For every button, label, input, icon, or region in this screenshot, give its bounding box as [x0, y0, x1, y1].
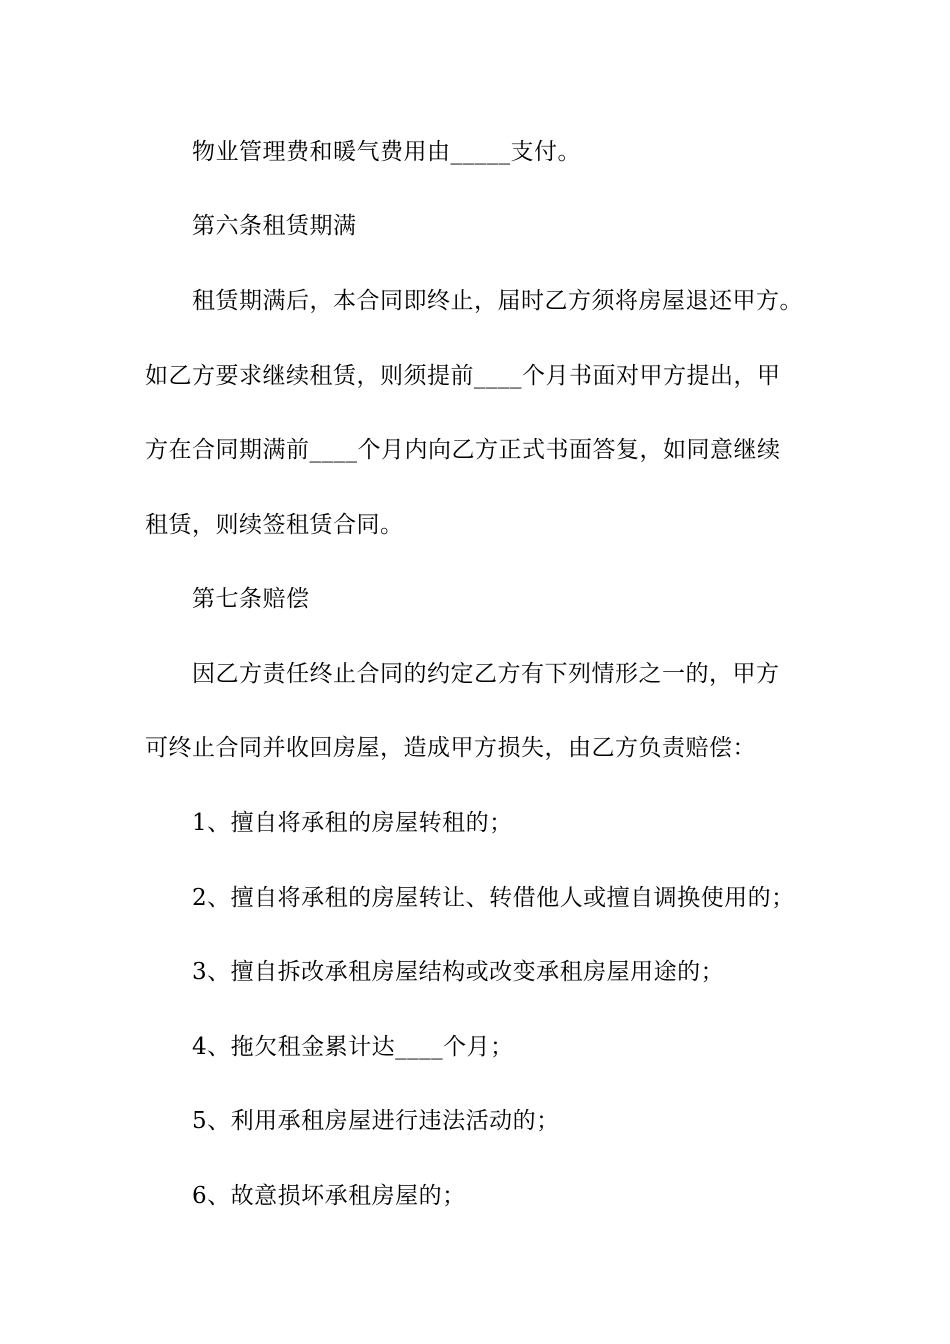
paragraph-line: 可终止合同并收回房屋，造成甲方损失，由乙方负责赔偿： — [145, 735, 756, 761]
list-item: 5、利用承租房屋进行违法活动的； — [192, 1108, 560, 1134]
list-item: 1、擅自将承租的房屋转租的； — [192, 810, 513, 836]
paragraph-line: 方在合同期满前____个月内向乙方正式书面答复，如同意继续 — [145, 437, 781, 463]
list-item: 2、擅自将承租的房屋转让、转借他人或擅自调换使用的； — [192, 885, 795, 911]
paragraph-line: 因乙方责任终止合同的约定乙方有下列情形之一的，甲方 — [192, 661, 780, 687]
list-item: 4、拖欠租金累计达____个月； — [192, 1034, 514, 1060]
section-heading: 第七条赔偿 — [192, 586, 310, 612]
list-item: 6、故意损坏承租房屋的； — [192, 1183, 466, 1209]
paragraph-line: 租赁期满后，本合同即终止，届时乙方须将房屋退还甲方。 — [192, 288, 803, 314]
list-item: 3、擅自拆改承租房屋结构或改变承租房屋用途的； — [192, 959, 725, 985]
section-heading: 第六条租赁期满 — [192, 213, 357, 239]
paragraph-line: 如乙方要求继续租赁，则须提前____个月书面对甲方提出，甲 — [145, 363, 781, 389]
paragraph-line: 租赁，则续签租赁合同。 — [145, 512, 404, 538]
paragraph-line: 物业管理费和暖气费用由_____支付。 — [192, 139, 581, 165]
